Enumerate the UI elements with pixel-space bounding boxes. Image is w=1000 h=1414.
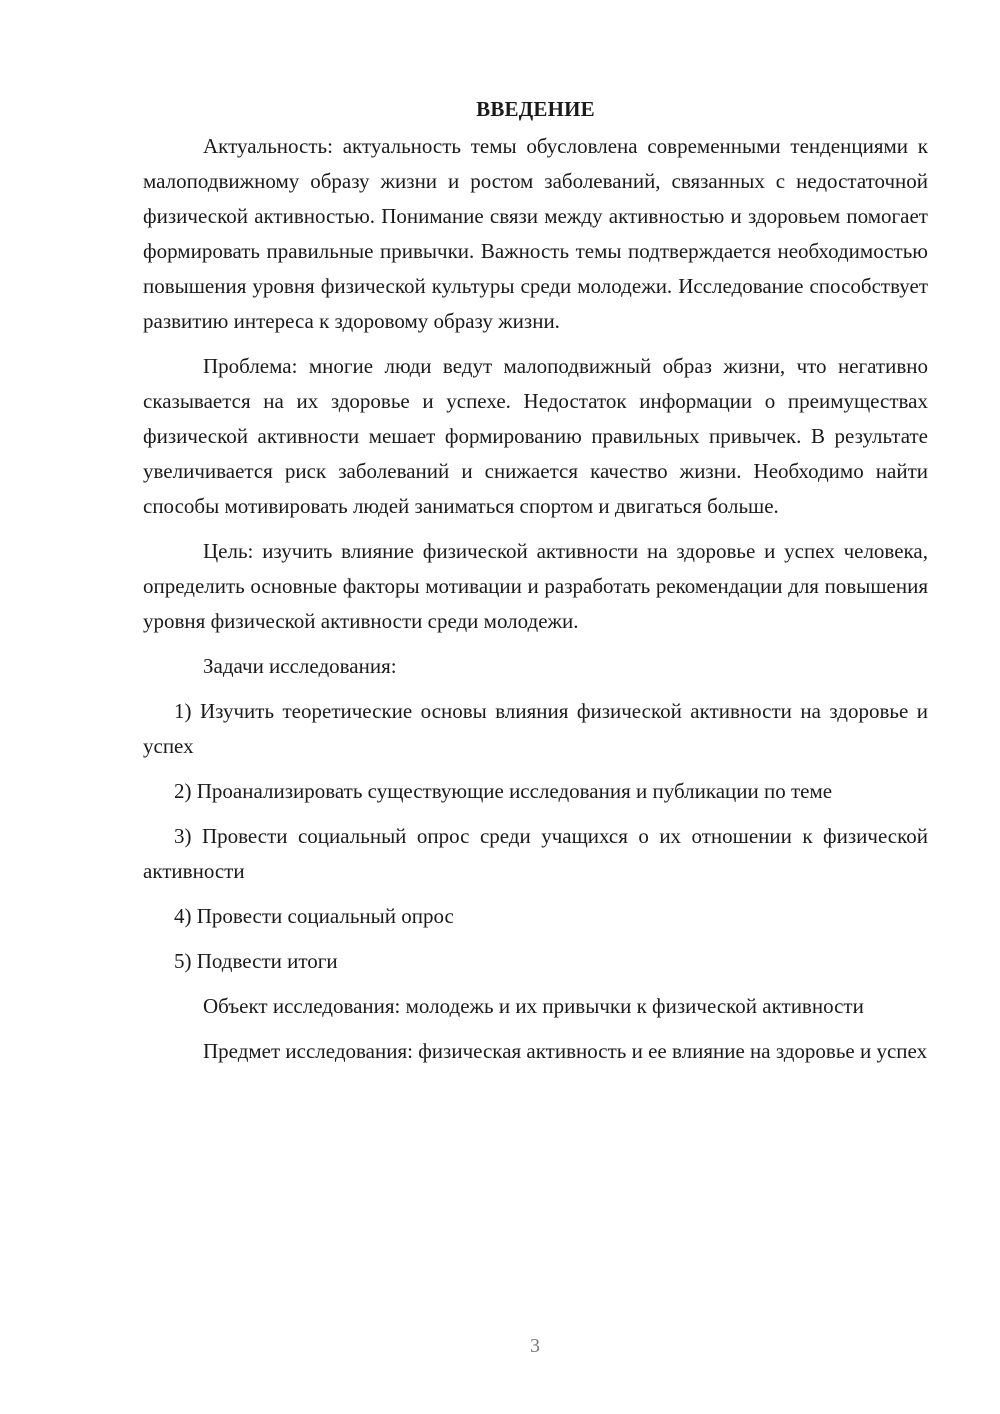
goal-paragraph: Цель: изучить влияние физической активности на здоровье и успех человека, определить основные факторы мотивации и разработать рекомендации для повышения уровня физической активности среди молодежи. — [143, 539, 928, 633]
page-content — [143, 92, 928, 1069]
problem-paragraph: Проблема: многие люди ведут малоподвижный образ жизни, что негативно сказывается на их здоровье и успехе. Недостаток информации о преимуществах физической активности мешает формированию правильных привычек. В результате увеличивается риск заболеваний и снижается качество жизни. Необходимо найти способы мотивировать людей заниматься спортом и двигаться больше. — [143, 354, 928, 518]
page-number: 3 — [530, 1335, 540, 1357]
task-item-3: 3) Провести социальный опрос среди учащихся о их отношении к физической активности — [143, 824, 928, 883]
subject-paragraph: Предмет исследования: физическая активность и ее влияние на здоровье и успех — [203, 1039, 928, 1063]
task-item-4: 4) Провести социальный опрос — [174, 904, 454, 928]
task-item-1: 1) Изучить теоретические основы влияния физической активности на здоровье и успех — [143, 699, 928, 758]
section-heading: ВВЕДЕНИЕ — [476, 97, 595, 121]
task-item-2: 2) Проанализировать существующие исследования и публикации по теме — [174, 779, 833, 803]
tasks-intro: Задачи исследования: — [203, 654, 397, 678]
object-paragraph: Объект исследования: молодежь и их привычки к физической активности — [203, 994, 864, 1018]
task-item-5: 5) Подвести итоги — [174, 949, 338, 973]
relevance-paragraph: Актуальность: актуальность темы обусловлена современными тенденциями к малоподвижному образу жизни и ростом заболеваний, связанных с недостаточной физической активностью. Понимание связи между активностью и здоровьем помогает формировать правильные привычки. Важность темы подтверждается необходимостью повышения уровня физической культуры среди молодежи. Исследование способствует развитию интереса к здоровому образу жизни. — [143, 134, 928, 333]
